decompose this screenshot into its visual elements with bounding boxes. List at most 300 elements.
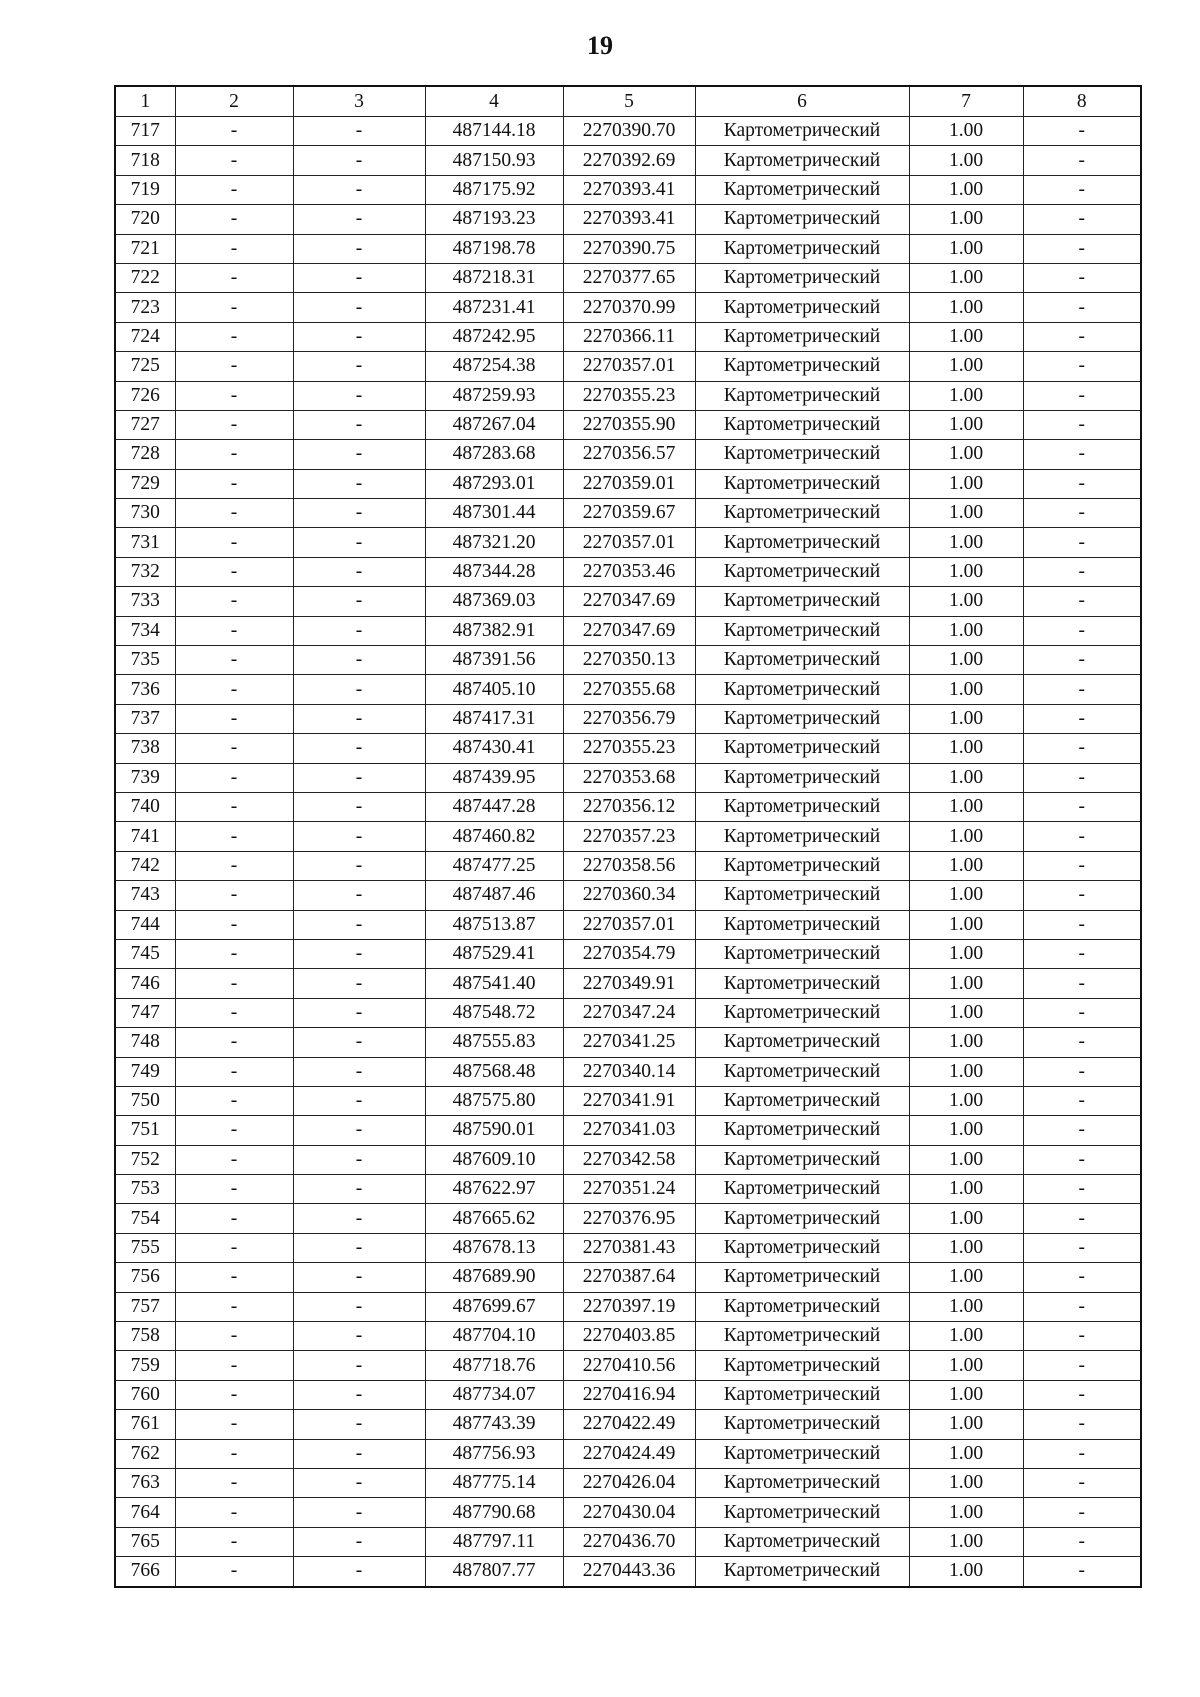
- coordinate-y-cell: 2270355.68: [563, 675, 695, 704]
- table-row: [115, 1028, 1141, 1057]
- accuracy-cell: 1.00: [909, 117, 1023, 146]
- table-row: [115, 851, 1141, 880]
- accuracy-cell: 1.00: [909, 1439, 1023, 1468]
- table-row: [115, 146, 1141, 175]
- cell-col-3: -: [293, 205, 425, 234]
- coordinate-x-cell: 487447.28: [425, 792, 563, 821]
- page-number: 19: [587, 31, 613, 60]
- point-number-cell: 748: [115, 1028, 175, 1057]
- cell-col-8: -: [1023, 851, 1141, 880]
- coordinate-x-cell: 487259.93: [425, 381, 563, 410]
- coordinate-y-cell: 2270357.01: [563, 910, 695, 939]
- cell-col-2: -: [175, 1292, 293, 1321]
- point-number-cell: 721: [115, 234, 175, 263]
- table-row: [115, 1263, 1141, 1292]
- column-header: 1: [115, 86, 175, 117]
- table-row: [115, 557, 1141, 586]
- cell-col-8: -: [1023, 381, 1141, 410]
- point-number-cell: 735: [115, 646, 175, 675]
- accuracy-cell: 1.00: [909, 1263, 1023, 1292]
- cell-col-8: -: [1023, 469, 1141, 498]
- coordinate-y-cell: 2270347.69: [563, 587, 695, 616]
- coordinate-x-cell: 487704.10: [425, 1322, 563, 1351]
- cell-col-8: -: [1023, 528, 1141, 557]
- table-row: [115, 528, 1141, 557]
- cell-col-3: -: [293, 1116, 425, 1145]
- column-header: 8: [1023, 86, 1141, 117]
- cell-col-2: -: [175, 293, 293, 322]
- coordinate-y-cell: 2270366.11: [563, 322, 695, 351]
- table-row: [115, 410, 1141, 439]
- cell-col-3: -: [293, 1527, 425, 1556]
- coordinate-x-cell: 487609.10: [425, 1145, 563, 1174]
- cell-col-2: -: [175, 587, 293, 616]
- cell-col-2: -: [175, 939, 293, 968]
- cell-col-3: -: [293, 822, 425, 851]
- accuracy-cell: 1.00: [909, 646, 1023, 675]
- coordinate-x-cell: 487541.40: [425, 969, 563, 998]
- cell-col-3: -: [293, 234, 425, 263]
- point-number-cell: 737: [115, 704, 175, 733]
- coordinate-y-cell: 2270376.95: [563, 1204, 695, 1233]
- cell-col-2: -: [175, 763, 293, 792]
- point-number-cell: 734: [115, 616, 175, 645]
- coordinate-x-cell: 487622.97: [425, 1175, 563, 1204]
- cell-col-8: -: [1023, 969, 1141, 998]
- point-number-cell: 766: [115, 1557, 175, 1587]
- coordinate-y-cell: 2270390.70: [563, 117, 695, 146]
- coordinate-y-cell: 2270340.14: [563, 1057, 695, 1086]
- coordinate-y-cell: 2270353.68: [563, 763, 695, 792]
- cell-col-3: -: [293, 146, 425, 175]
- coordinate-y-cell: 2270377.65: [563, 263, 695, 292]
- cell-col-8: -: [1023, 175, 1141, 204]
- cell-col-2: -: [175, 499, 293, 528]
- cell-col-3: -: [293, 1410, 425, 1439]
- coordinate-y-cell: 2270355.23: [563, 381, 695, 410]
- accuracy-cell: 1.00: [909, 146, 1023, 175]
- accuracy-cell: 1.00: [909, 734, 1023, 763]
- method-cell: Картометрический: [695, 117, 909, 146]
- coordinate-x-cell: 487439.95: [425, 763, 563, 792]
- cell-col-3: -: [293, 1204, 425, 1233]
- cell-col-8: -: [1023, 792, 1141, 821]
- coordinate-x-cell: 487775.14: [425, 1468, 563, 1497]
- cell-col-8: -: [1023, 1292, 1141, 1321]
- cell-col-8: -: [1023, 1233, 1141, 1262]
- point-number-cell: 765: [115, 1527, 175, 1556]
- method-cell: Картометрический: [695, 1498, 909, 1527]
- cell-col-8: -: [1023, 675, 1141, 704]
- cell-col-3: -: [293, 998, 425, 1027]
- coordinate-x-cell: 487231.41: [425, 293, 563, 322]
- table-body: [115, 117, 1141, 1587]
- cell-col-3: -: [293, 381, 425, 410]
- method-cell: Картометрический: [695, 939, 909, 968]
- coordinate-y-cell: 2270355.90: [563, 410, 695, 439]
- cell-col-8: -: [1023, 410, 1141, 439]
- method-cell: Картометрический: [695, 1233, 909, 1262]
- coordinate-x-cell: 487254.38: [425, 352, 563, 381]
- point-number-cell: 730: [115, 499, 175, 528]
- cell-col-2: -: [175, 469, 293, 498]
- table-row: [115, 1410, 1141, 1439]
- coordinate-y-cell: 2270393.41: [563, 175, 695, 204]
- coordinate-y-cell: 2270381.43: [563, 1233, 695, 1262]
- coordinate-y-cell: 2270341.91: [563, 1086, 695, 1115]
- method-cell: Картометрический: [695, 1410, 909, 1439]
- method-cell: Картометрический: [695, 1351, 909, 1380]
- accuracy-cell: 1.00: [909, 587, 1023, 616]
- cell-col-8: -: [1023, 1116, 1141, 1145]
- point-number-cell: 725: [115, 352, 175, 381]
- cell-col-2: -: [175, 1145, 293, 1174]
- table-row: [115, 792, 1141, 821]
- cell-col-2: -: [175, 1498, 293, 1527]
- coordinate-x-cell: 487548.72: [425, 998, 563, 1027]
- cell-col-8: -: [1023, 1351, 1141, 1380]
- accuracy-cell: 1.00: [909, 293, 1023, 322]
- coordinate-x-cell: 487344.28: [425, 557, 563, 586]
- method-cell: Картометрический: [695, 969, 909, 998]
- method-cell: Картометрический: [695, 322, 909, 351]
- cell-col-8: -: [1023, 910, 1141, 939]
- method-cell: Картометрический: [695, 1145, 909, 1174]
- cell-col-8: -: [1023, 1498, 1141, 1527]
- cell-col-3: -: [293, 410, 425, 439]
- accuracy-cell: 1.00: [909, 234, 1023, 263]
- cell-col-8: -: [1023, 499, 1141, 528]
- cell-col-8: -: [1023, 1468, 1141, 1497]
- point-number-cell: 749: [115, 1057, 175, 1086]
- accuracy-cell: 1.00: [909, 469, 1023, 498]
- accuracy-cell: 1.00: [909, 1322, 1023, 1351]
- table-row: [115, 1527, 1141, 1556]
- point-number-cell: 728: [115, 440, 175, 469]
- coordinate-x-cell: 487678.13: [425, 1233, 563, 1262]
- point-number-cell: 756: [115, 1263, 175, 1292]
- cell-col-8: -: [1023, 293, 1141, 322]
- cell-col-8: -: [1023, 1175, 1141, 1204]
- table-row: [115, 822, 1141, 851]
- coordinate-y-cell: 2270350.13: [563, 646, 695, 675]
- coordinate-x-cell: 487460.82: [425, 822, 563, 851]
- coordinate-y-cell: 2270416.94: [563, 1380, 695, 1409]
- cell-col-8: -: [1023, 881, 1141, 910]
- table-row: [115, 1380, 1141, 1409]
- coordinate-y-cell: 2270347.24: [563, 998, 695, 1027]
- cell-col-8: -: [1023, 440, 1141, 469]
- table-row: [115, 1557, 1141, 1587]
- cell-col-2: -: [175, 1204, 293, 1233]
- coordinate-x-cell: 487807.77: [425, 1557, 563, 1587]
- coordinate-y-cell: 2270390.75: [563, 234, 695, 263]
- accuracy-cell: 1.00: [909, 616, 1023, 645]
- cell-col-2: -: [175, 205, 293, 234]
- method-cell: Картометрический: [695, 293, 909, 322]
- accuracy-cell: 1.00: [909, 1175, 1023, 1204]
- point-number-cell: 729: [115, 469, 175, 498]
- coordinate-y-cell: 2270426.04: [563, 1468, 695, 1497]
- cell-col-3: -: [293, 322, 425, 351]
- coordinate-x-cell: 487301.44: [425, 499, 563, 528]
- coordinate-x-cell: 487568.48: [425, 1057, 563, 1086]
- coordinate-x-cell: 487391.56: [425, 646, 563, 675]
- table-row: [115, 646, 1141, 675]
- accuracy-cell: 1.00: [909, 792, 1023, 821]
- method-cell: Картометрический: [695, 704, 909, 733]
- coordinate-y-cell: 2270360.34: [563, 881, 695, 910]
- cell-col-2: -: [175, 734, 293, 763]
- method-cell: Картометрический: [695, 675, 909, 704]
- cell-col-8: -: [1023, 822, 1141, 851]
- table-row: [115, 704, 1141, 733]
- point-number-cell: 758: [115, 1322, 175, 1351]
- cell-col-2: -: [175, 352, 293, 381]
- cell-col-2: -: [175, 704, 293, 733]
- method-cell: Картометрический: [695, 1380, 909, 1409]
- cell-col-8: -: [1023, 734, 1141, 763]
- point-number-cell: 719: [115, 175, 175, 204]
- coordinate-y-cell: 2270353.46: [563, 557, 695, 586]
- method-cell: Картометрический: [695, 910, 909, 939]
- method-cell: Картометрический: [695, 1439, 909, 1468]
- table-row: [115, 587, 1141, 616]
- table-row: [115, 1057, 1141, 1086]
- accuracy-cell: 1.00: [909, 322, 1023, 351]
- cell-col-3: -: [293, 851, 425, 880]
- coordinate-x-cell: 487218.31: [425, 263, 563, 292]
- coordinate-y-cell: 2270359.01: [563, 469, 695, 498]
- cell-col-3: -: [293, 1145, 425, 1174]
- accuracy-cell: 1.00: [909, 410, 1023, 439]
- table-row: [115, 939, 1141, 968]
- point-number-cell: 723: [115, 293, 175, 322]
- coordinate-x-cell: 487590.01: [425, 1116, 563, 1145]
- cell-col-2: -: [175, 440, 293, 469]
- cell-col-2: -: [175, 1175, 293, 1204]
- point-number-cell: 736: [115, 675, 175, 704]
- table-row: [115, 1204, 1141, 1233]
- table-row: [115, 998, 1141, 1027]
- table-row: [115, 616, 1141, 645]
- cell-col-2: -: [175, 1233, 293, 1262]
- point-number-cell: 744: [115, 910, 175, 939]
- accuracy-cell: 1.00: [909, 969, 1023, 998]
- cell-col-8: -: [1023, 205, 1141, 234]
- column-header: 5: [563, 86, 695, 117]
- point-number-cell: 762: [115, 1439, 175, 1468]
- point-number-cell: 751: [115, 1116, 175, 1145]
- cell-col-8: -: [1023, 587, 1141, 616]
- accuracy-cell: 1.00: [909, 499, 1023, 528]
- cell-col-8: -: [1023, 1204, 1141, 1233]
- point-number-cell: 733: [115, 587, 175, 616]
- cell-col-2: -: [175, 881, 293, 910]
- cell-col-8: -: [1023, 1527, 1141, 1556]
- table-row: [115, 381, 1141, 410]
- point-number-cell: 742: [115, 851, 175, 880]
- accuracy-cell: 1.00: [909, 998, 1023, 1027]
- cell-col-3: -: [293, 1498, 425, 1527]
- cell-col-3: -: [293, 910, 425, 939]
- coordinate-y-cell: 2270341.03: [563, 1116, 695, 1145]
- cell-col-2: -: [175, 1439, 293, 1468]
- cell-col-2: -: [175, 410, 293, 439]
- column-header: 4: [425, 86, 563, 117]
- accuracy-cell: 1.00: [909, 1116, 1023, 1145]
- point-number-cell: 724: [115, 322, 175, 351]
- coordinate-y-cell: 2270387.64: [563, 1263, 695, 1292]
- cell-col-3: -: [293, 1380, 425, 1409]
- cell-col-8: -: [1023, 1380, 1141, 1409]
- point-number-cell: 745: [115, 939, 175, 968]
- column-header: 6: [695, 86, 909, 117]
- coordinate-y-cell: 2270347.69: [563, 616, 695, 645]
- column-header: 2: [175, 86, 293, 117]
- table-row: [115, 763, 1141, 792]
- accuracy-cell: 1.00: [909, 1468, 1023, 1497]
- cell-col-3: -: [293, 1233, 425, 1262]
- coordinate-x-cell: 487267.04: [425, 410, 563, 439]
- cell-col-8: -: [1023, 1028, 1141, 1057]
- cell-col-8: -: [1023, 117, 1141, 146]
- accuracy-cell: 1.00: [909, 1204, 1023, 1233]
- point-number-cell: 763: [115, 1468, 175, 1497]
- point-number-cell: 738: [115, 734, 175, 763]
- cell-col-3: -: [293, 939, 425, 968]
- method-cell: Картометрический: [695, 734, 909, 763]
- coordinate-y-cell: 2270422.49: [563, 1410, 695, 1439]
- coordinate-x-cell: 487242.95: [425, 322, 563, 351]
- cell-col-2: -: [175, 1410, 293, 1439]
- coordinate-y-cell: 2270392.69: [563, 146, 695, 175]
- cell-col-3: -: [293, 528, 425, 557]
- method-cell: Картометрический: [695, 1028, 909, 1057]
- cell-col-3: -: [293, 969, 425, 998]
- cell-col-2: -: [175, 1351, 293, 1380]
- cell-col-2: -: [175, 969, 293, 998]
- cell-col-8: -: [1023, 939, 1141, 968]
- cell-col-3: -: [293, 792, 425, 821]
- table-row: [115, 117, 1141, 146]
- cell-col-2: -: [175, 175, 293, 204]
- coordinate-y-cell: 2270397.19: [563, 1292, 695, 1321]
- coordinate-x-cell: 487477.25: [425, 851, 563, 880]
- method-cell: Картометрический: [695, 646, 909, 675]
- point-number-cell: 741: [115, 822, 175, 851]
- cell-col-2: -: [175, 1057, 293, 1086]
- method-cell: Картометрический: [695, 528, 909, 557]
- cell-col-8: -: [1023, 322, 1141, 351]
- point-number-cell: 761: [115, 1410, 175, 1439]
- accuracy-cell: 1.00: [909, 381, 1023, 410]
- coordinate-y-cell: 2270359.67: [563, 499, 695, 528]
- method-cell: Картометрический: [695, 469, 909, 498]
- accuracy-cell: 1.00: [909, 175, 1023, 204]
- method-cell: Картометрический: [695, 263, 909, 292]
- method-cell: Картометрический: [695, 822, 909, 851]
- cell-col-8: -: [1023, 234, 1141, 263]
- cell-col-2: -: [175, 1557, 293, 1587]
- accuracy-cell: 1.00: [909, 1527, 1023, 1556]
- coordinate-x-cell: 487144.18: [425, 117, 563, 146]
- cell-col-8: -: [1023, 1145, 1141, 1174]
- cell-col-3: -: [293, 440, 425, 469]
- coordinate-y-cell: 2270436.70: [563, 1527, 695, 1556]
- accuracy-cell: 1.00: [909, 1028, 1023, 1057]
- cell-col-3: -: [293, 469, 425, 498]
- coordinates-table: [114, 85, 1142, 1588]
- cell-col-3: -: [293, 499, 425, 528]
- cell-col-8: -: [1023, 763, 1141, 792]
- point-number-cell: 757: [115, 1292, 175, 1321]
- accuracy-cell: 1.00: [909, 263, 1023, 292]
- table-row: [115, 1175, 1141, 1204]
- coordinate-y-cell: 2270357.01: [563, 352, 695, 381]
- coordinate-y-cell: 2270410.56: [563, 1351, 695, 1380]
- method-cell: Картометрический: [695, 763, 909, 792]
- method-cell: Картометрический: [695, 851, 909, 880]
- table-row: [115, 910, 1141, 939]
- point-number-cell: 722: [115, 263, 175, 292]
- cell-col-2: -: [175, 234, 293, 263]
- cell-col-2: -: [175, 675, 293, 704]
- accuracy-cell: 1.00: [909, 1557, 1023, 1587]
- accuracy-cell: 1.00: [909, 1498, 1023, 1527]
- coordinate-x-cell: 487529.41: [425, 939, 563, 968]
- coordinate-x-cell: 487487.46: [425, 881, 563, 910]
- cell-col-3: -: [293, 675, 425, 704]
- table-row: [115, 469, 1141, 498]
- accuracy-cell: 1.00: [909, 1086, 1023, 1115]
- method-cell: Картометрический: [695, 205, 909, 234]
- point-number-cell: 727: [115, 410, 175, 439]
- method-cell: Картометрический: [695, 616, 909, 645]
- accuracy-cell: 1.00: [909, 1351, 1023, 1380]
- coordinate-x-cell: 487321.20: [425, 528, 563, 557]
- accuracy-cell: 1.00: [909, 704, 1023, 733]
- cell-col-3: -: [293, 587, 425, 616]
- coordinate-y-cell: 2270393.41: [563, 205, 695, 234]
- coordinate-y-cell: 2270355.23: [563, 734, 695, 763]
- coordinate-x-cell: 487665.62: [425, 1204, 563, 1233]
- cell-col-2: -: [175, 910, 293, 939]
- method-cell: Картометрический: [695, 881, 909, 910]
- accuracy-cell: 1.00: [909, 822, 1023, 851]
- cell-col-8: -: [1023, 1086, 1141, 1115]
- point-number-cell: 754: [115, 1204, 175, 1233]
- coordinate-x-cell: 487790.68: [425, 1498, 563, 1527]
- table-row: [115, 499, 1141, 528]
- cell-col-8: -: [1023, 1410, 1141, 1439]
- table-row: [115, 1233, 1141, 1262]
- cell-col-3: -: [293, 1028, 425, 1057]
- method-cell: Картометрический: [695, 440, 909, 469]
- method-cell: Картометрический: [695, 557, 909, 586]
- table-row: [115, 1145, 1141, 1174]
- table-row: [115, 1292, 1141, 1321]
- cell-col-3: -: [293, 557, 425, 586]
- point-number-cell: 750: [115, 1086, 175, 1115]
- accuracy-cell: 1.00: [909, 1057, 1023, 1086]
- cell-col-8: -: [1023, 1557, 1141, 1587]
- accuracy-cell: 1.00: [909, 205, 1023, 234]
- cell-col-2: -: [175, 146, 293, 175]
- coordinate-x-cell: 487699.67: [425, 1292, 563, 1321]
- cell-col-8: -: [1023, 1057, 1141, 1086]
- cell-col-2: -: [175, 851, 293, 880]
